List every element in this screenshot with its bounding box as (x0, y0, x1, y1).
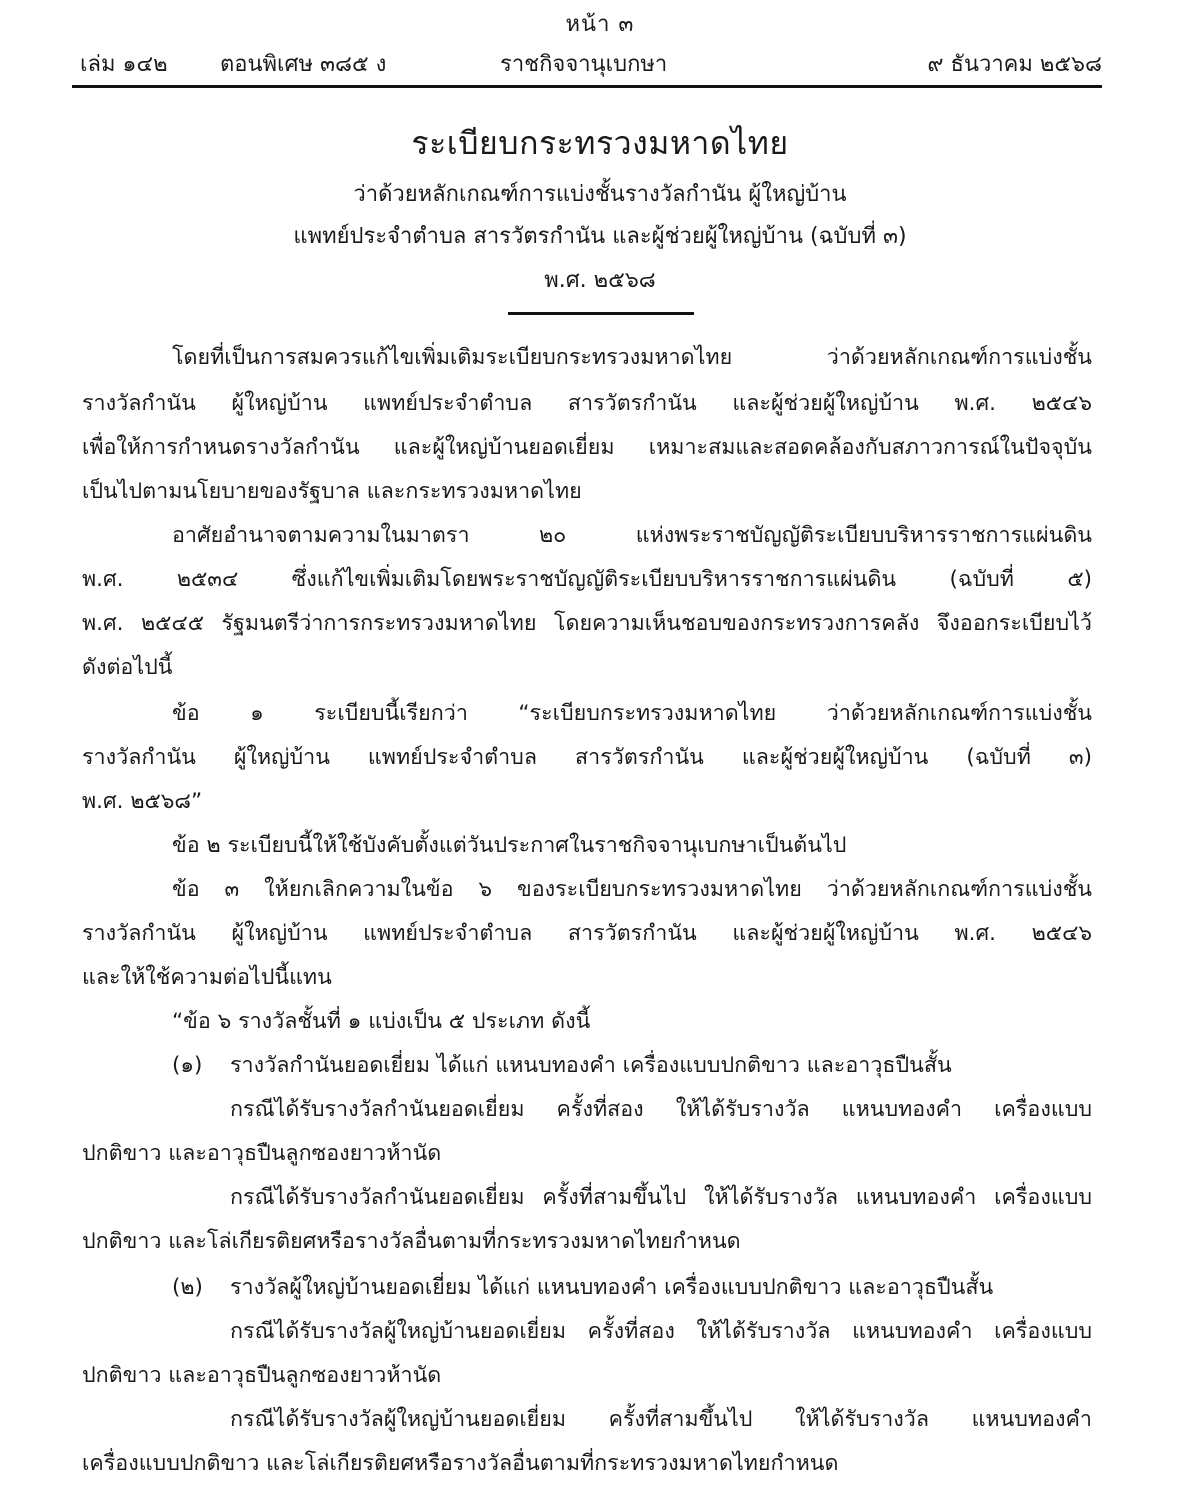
document-title: ระเบียบกระทรวงมหาดไทย (411, 124, 789, 162)
page-number: หน้า ๓ (565, 12, 635, 37)
item-2-second-award: ปกติขาว และอาวุธปืนลูกซองยาวห้านัด (82, 1363, 442, 1388)
clause-3-line: และให้ใช้ความต่อไปนี้แทน (82, 965, 332, 990)
authority-line: ดังต่อไปนี้ (82, 655, 173, 680)
clause-3-line: รางวัลกำนัน ผู้ใหญ่บ้าน แพทย์ประจำตำบล สารวัตรกำนัน และผู้ช่วยผู้ใหญ่บ้าน พ.ศ. ๒๕๔๖ (82, 921, 1092, 946)
document-year: พ.ศ. ๒๕๖๘ (544, 268, 656, 293)
authority-line: พ.ศ. ๒๕๔๕ รัฐมนตรีว่าการกระทรวงมหาดไทย โดยความเห็นชอบของกระทรวงการคลัง จึงออกระเบียบไว้ (82, 611, 1092, 636)
item-1-third-award: กรณีได้รับรางวัลกำนันยอดเยี่ยม ครั้งที่สามขึ้นไป ให้ได้รับรางวัล แหนบทองคำ เครื่องแบบ (230, 1185, 1092, 1210)
title-divider (508, 312, 694, 315)
item-2-second-award: กรณีได้รับรางวัลผู้ใหญ่บ้านยอดเยี่ยม ครั้งที่สอง ให้ได้รับรางวัล แหนบทองคำ เครื่องแบบ (230, 1319, 1092, 1344)
gazette-header (80, 46, 1102, 80)
item-1-second-award: ปกติขาว และอาวุธปืนลูกซองยาวห้านัด (82, 1141, 442, 1166)
item-2-third-award: เครื่องแบบปกติขาว และโล่เกียรติยศหรือรางวัลอื่นตามที่กระทรวงมหาดไทยกำหนด (82, 1451, 839, 1476)
authority-line: อาศัยอำนาจตามความในมาตรา ๒๐ แห่งพระราชบัญญัติระเบียบบริหารราชการแผ่นดิน (172, 523, 1092, 548)
preamble-line: เป็นไปตามนโยบายของรัฐบาล และกระทรวงมหาดไทย (82, 479, 582, 504)
clause-1-line: พ.ศ. ๒๕๖๘” (82, 789, 203, 814)
publication-date: ๙ ธันวาคม ๒๕๖๘ (927, 52, 1102, 77)
document-subtitle-1: ว่าด้วยหลักเกณฑ์การแบ่งชั้นรางวัลกำนัน ผู้ใหญ่บ้าน (353, 182, 847, 207)
item-1-second-award: กรณีได้รับรางวัลกำนันยอดเยี่ยม ครั้งที่สอง ให้ได้รับรางวัล แหนบทองคำ เครื่องแบบ (230, 1097, 1092, 1122)
gazette-name: ราชกิจจานุเบกษา (500, 52, 668, 77)
clause-3-line: ข้อ ๓ ให้ยกเลิกความในข้อ ๖ ของระเบียบกระทรวงมหาดไทย ว่าด้วยหลักเกณฑ์การแบ่งชั้น (172, 877, 1092, 902)
item-1-third-award: ปกติขาว และโล่เกียรติยศหรือรางวัลอื่นตามที่กระทรวงมหาดไทยกำหนด (82, 1229, 741, 1254)
clause-6-intro: “ข้อ ๖ รางวัลชั้นที่ ๑ แบ่งเป็น ๕ ประเภท ดังนี้ (172, 1009, 591, 1034)
item-2-third-award: กรณีได้รับรางวัลผู้ใหญ่บ้านยอดเยี่ยม ครั้งที่สามขึ้นไป ให้ได้รับรางวัล แหนบทองคำ (230, 1407, 1092, 1432)
item-1-text: รางวัลกำนันยอดเยี่ยม ได้แก่ แหนบทองคำ เครื่องแบบปกติขาว และอาวุธปืนสั้น (230, 1053, 952, 1078)
clause-2-line: ข้อ ๒ ระเบียบนี้ให้ใช้บังคับตั้งแต่วันประกาศในราชกิจจานุเบกษาเป็นต้นไป (172, 833, 847, 858)
item-1-number: (๑) (172, 1053, 203, 1078)
volume-number: เล่ม ๑๔๒ (80, 52, 168, 77)
header-divider (72, 85, 1102, 88)
clause-1-line: รางวัลกำนัน ผู้ใหญ่บ้าน แพทย์ประจำตำบล สารวัตรกำนัน และผู้ช่วยผู้ใหญ่บ้าน (ฉบับที่ ๓) (82, 745, 1092, 770)
issue-number: ตอนพิเศษ ๓๘๕ ง (220, 52, 387, 77)
document-subtitle-2: แพทย์ประจำตำบล สารวัตรกำนัน และผู้ช่วยผู้ใหญ่บ้าน (ฉบับที่ ๓) (293, 224, 907, 249)
authority-line: พ.ศ. ๒๕๓๔ ซึ่งแก้ไขเพิ่มเติมโดยพระราชบัญญัติระเบียบบริหารราชการแผ่นดิน (ฉบับที่ ๕) (82, 567, 1092, 592)
preamble-line: รางวัลกำนัน ผู้ใหญ่บ้าน แพทย์ประจำตำบล สารวัตรกำนัน และผู้ช่วยผู้ใหญ่บ้าน พ.ศ. ๒๕๔๖ (82, 391, 1092, 416)
preamble-line: โดยที่เป็นการสมควรแก้ไขเพิ่มเติมระเบียบกระทรวงมหาดไทย ว่าด้วยหลักเกณฑ์การแบ่งชั้น (172, 345, 1092, 370)
item-2-number: (๒) (172, 1275, 203, 1300)
clause-1-line: ข้อ ๑ ระเบียบนี้เรียกว่า “ระเบียบกระทรวงมหาดไทย ว่าด้วยหลักเกณฑ์การแบ่งชั้น (172, 701, 1092, 726)
item-2-text: รางวัลผู้ใหญ่บ้านยอดเยี่ยม ได้แก่ แหนบทองคำ เครื่องแบบปกติขาว และอาวุธปืนสั้น (230, 1275, 994, 1300)
preamble-line: เพื่อให้การกำหนดรางวัลกำนัน และผู้ใหญ่บ้านยอดเยี่ยม เหมาะสมและสอดคล้องกับสภาวการณ์ในปัจจุบัน (82, 435, 1092, 460)
